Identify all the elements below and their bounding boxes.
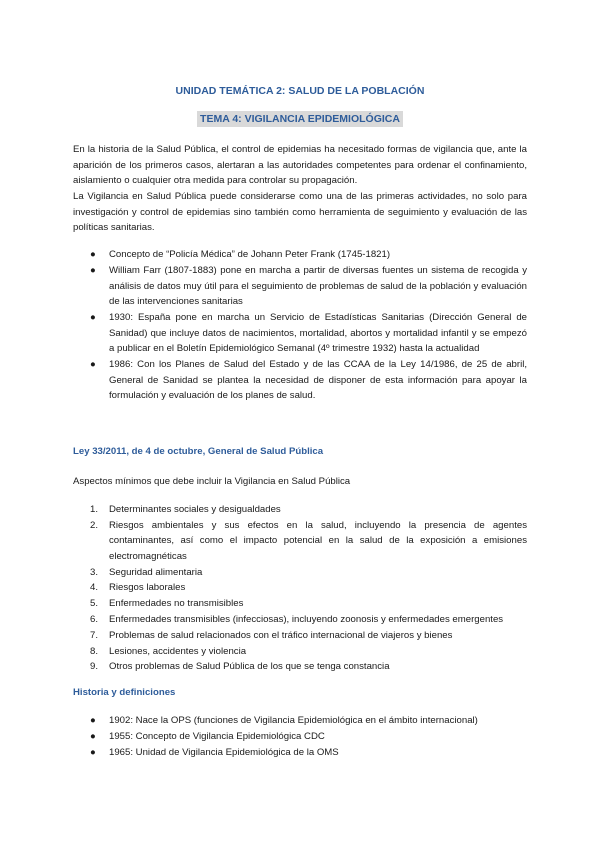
aspects-numbered-list xyxy=(73,502,527,675)
bullet-icon: ● xyxy=(90,312,96,323)
list-item-text: 1902: Nace la OPS (funciones de Vigilancia Epidemiológica en el ámbito internacional) xyxy=(109,715,478,726)
list-item-text: Concepto de “Policía Médica” de Johann Peter Frank (1745-1821) xyxy=(109,249,391,260)
list-item xyxy=(73,357,527,404)
list-item-text: Enfermedades no transmisibles xyxy=(109,598,244,610)
list-item-text: Problemas de salud relacionados con el tráfico internacional de viajeros y bienes xyxy=(109,629,453,641)
list-item-text: Enfermedades transmisibles (infecciosas), incluyendo zoonosis y enfermedades emergentes xyxy=(109,613,504,625)
item-number: 7. xyxy=(90,629,99,641)
list-item-text: Lesiones, accidentes y violencia xyxy=(109,645,247,657)
bullet-icon: ● xyxy=(90,747,96,758)
list-item xyxy=(73,518,527,565)
list-item-text: 1986: Con los Planes de Salud del Estado y de las CCAA de la Ley 14/1986, de 25 de abril, General de Sanidad se plantea la necesidad de disponer de esta información para apoyar la formulación y evaluación de los planes de salud. xyxy=(109,359,527,401)
bullet-icon: ● xyxy=(90,359,96,370)
item-number: 9. xyxy=(90,661,99,673)
list-item xyxy=(73,644,527,660)
list-item xyxy=(73,565,527,581)
history-bullet-list xyxy=(73,247,527,404)
law-heading: Ley 33/2011, de 4 de octubre, General de Salud Pública xyxy=(73,446,324,457)
intro-paragraph-1: En la historia de la Salud Pública, el control de epidemias ha necesitado formas de vigilancia que, ante la aparición de los primeros casos, alertaran a las autoridades competentes para ordenar el confinamiento, aislamiento o cualquier otra medida para controlar su propagación. xyxy=(73,144,527,186)
list-item-text: 1930: España pone en marcha un Servicio de Estadísticas Sanitarias (Dirección General de Sanidad) que incluye datos de nacimientos, mortalidad, abortos y mortalidad infantil y se empezó a publicar en el Boletín Epidemiológico Semanal (4º trimestre 1932) hasta la actualidad xyxy=(109,312,527,354)
item-number: 8. xyxy=(90,645,99,657)
list-item-text: William Farr (1807-1883) pone en marcha a partir de diversas fuentes un sistema de recogida y análisis de datos muy útil para el seguimiento de problemas de salud de la población y evaluación de las intervenciones sanitarias xyxy=(109,265,527,307)
list-item-text: Otros problemas de Salud Pública de los que se tenga constancia xyxy=(109,661,390,673)
list-item xyxy=(73,263,527,310)
item-number: 3. xyxy=(90,566,99,578)
bullet-icon: ● xyxy=(90,715,96,726)
list-item xyxy=(73,713,527,729)
list-item-text: Determinantes sociales y desigualdades xyxy=(109,504,281,515)
list-item xyxy=(73,729,527,745)
definitions-heading: Historia y definiciones xyxy=(73,687,176,698)
list-item-text: Riesgos ambientales y sus efectos en la salud, incluyendo la presencia de agentes contaminantes, así como el impacto potencial en la salud de la exposición a emisiones electromagnéticas xyxy=(109,519,527,562)
list-item xyxy=(73,628,527,644)
list-item xyxy=(73,612,527,628)
definitions-bullet-list xyxy=(73,713,527,761)
list-item xyxy=(73,310,527,357)
list-item xyxy=(73,596,527,612)
list-item-text: Riesgos laborales xyxy=(109,582,186,594)
list-item xyxy=(73,659,527,675)
law-intro: Aspectos mínimos que debe incluir la Vigilancia en Salud Pública xyxy=(73,476,351,487)
bullet-icon: ● xyxy=(90,249,96,260)
bullet-icon: ● xyxy=(90,731,96,742)
list-item-text: 1965: Unidad de Vigilancia Epidemiológica de la OMS xyxy=(109,747,339,758)
bullet-icon: ● xyxy=(90,265,96,276)
item-number: 4. xyxy=(90,582,99,594)
item-number: 1. xyxy=(90,504,99,515)
topic-title xyxy=(0,113,600,125)
item-number: 6. xyxy=(90,613,99,625)
list-item xyxy=(73,745,527,761)
list-item xyxy=(73,247,527,263)
unit-title: UNIDAD TEMÁTICA 2: SALUD DE LA POBLACIÓN xyxy=(175,85,425,97)
item-number: 2. xyxy=(90,519,99,531)
topic-title-text: TEMA 4: VIGILANCIA EPIDEMIOLÓGICA xyxy=(197,111,403,127)
intro-paragraph-2: La Vigilancia en Salud Pública puede considerarse como una de las primeras actividades, no solo para investigación y control de epidemias sino también como herramienta de seguimiento y evaluación de las políticas sanitarias. xyxy=(73,191,527,233)
list-item-text: 1955: Concepto de Vigilancia Epidemiológica CDC xyxy=(109,731,325,742)
list-item-text: Seguridad alimentaria xyxy=(109,566,203,578)
item-number: 5. xyxy=(90,598,99,610)
list-item xyxy=(73,502,527,518)
list-item xyxy=(73,580,527,596)
